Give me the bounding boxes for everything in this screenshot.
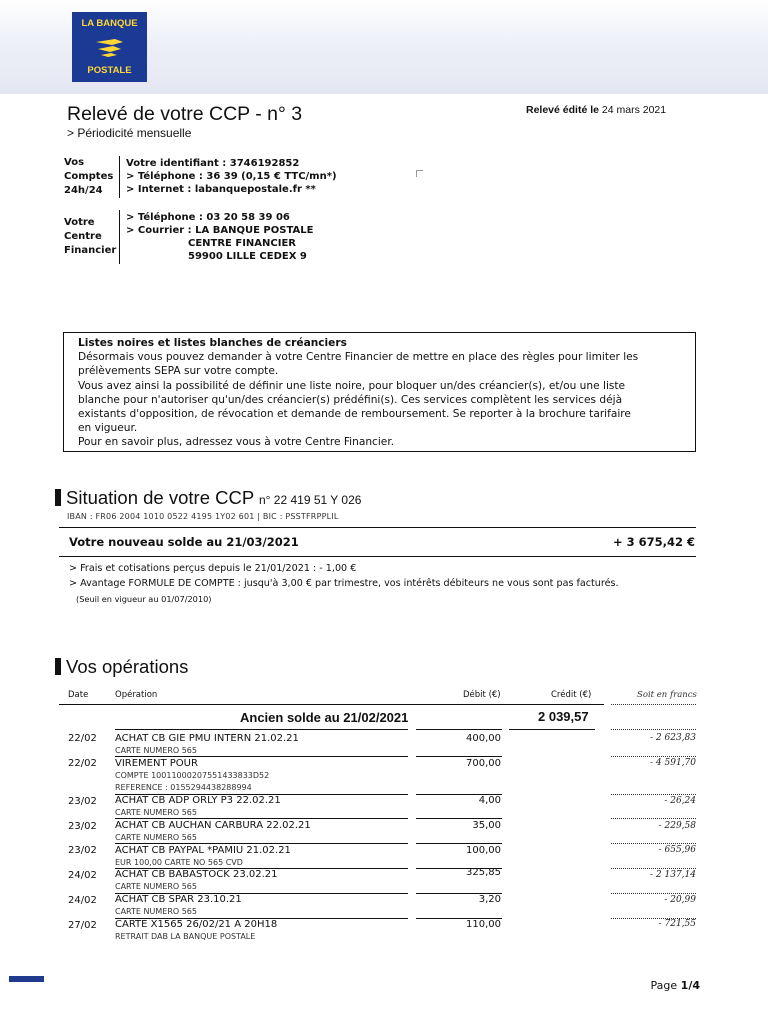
notice-line: Pour en savoir plus, adressez vous à votre Centre Financier. xyxy=(78,436,395,449)
rule xyxy=(115,729,408,730)
logo-line-1: LA BANQUE xyxy=(81,18,138,29)
op-debit: 110,00 xyxy=(466,919,501,930)
corner-mark xyxy=(416,170,423,177)
centre-label xyxy=(64,216,116,258)
op-detail: CARTE NUMERO 565 xyxy=(115,833,197,842)
op-detail: COMPTE 10011000207551433833D52 xyxy=(115,771,270,780)
divider xyxy=(119,156,120,198)
francs-rule xyxy=(611,818,696,819)
op-francs: - 655,96 xyxy=(658,845,696,855)
notice-box xyxy=(63,332,696,452)
op-detail: CARTE NUMERO 565 xyxy=(115,907,197,916)
francs-rule xyxy=(611,794,696,795)
website-link[interactable]: > Internet : labanquepostale.fr ** xyxy=(126,184,316,195)
op-date: 23/02 xyxy=(68,845,97,856)
op-detail: CARTE NUMERO 565 xyxy=(115,882,197,891)
op-detail: CARTE NUMERO 565 xyxy=(115,808,197,817)
operations-title: Vos opérations xyxy=(66,656,189,677)
rule xyxy=(59,556,696,557)
notice-line: Désormais vous pouvez demander à votre Centre Financier de mettre en place des règles pour limiter les xyxy=(78,351,639,364)
op-date: 24/02 xyxy=(68,895,97,906)
op-francs: - 2 137,14 xyxy=(650,870,696,880)
iban-line: IBAN : FR06 2004 1010 0522 4195 1Y02 601 | BIC : PSSTFRPPLIL xyxy=(67,512,339,521)
phone-line[interactable]: > Téléphone : 36 39 (0,15 € TTC/mn*) xyxy=(126,171,337,182)
rule xyxy=(416,729,502,730)
op-label: ACHAT CB AUCHAN CARBURA 22.02.21 xyxy=(115,820,311,831)
periodicity: > Périodicité mensuelle xyxy=(67,126,192,140)
previous-balance-value: 2 039,57 xyxy=(538,709,589,724)
header-rule xyxy=(59,704,604,705)
francs-rule xyxy=(611,868,696,869)
notice-line: blanche pour n'autoriser qu'un/des créancier(s) prédéfini(s). Ces services complètent les services déjà xyxy=(78,393,623,406)
op-francs: - 2 623,83 xyxy=(650,733,696,743)
divider xyxy=(119,210,120,264)
op-date: 24/02 xyxy=(68,870,97,881)
bank-logo xyxy=(72,12,147,82)
op-date: 22/02 xyxy=(68,733,97,744)
account-number: n° 22 419 51 Y 026 xyxy=(259,493,362,507)
row-rule xyxy=(416,756,502,757)
situation-title: Situation de votre CCP xyxy=(66,487,254,508)
francs-rule xyxy=(611,756,696,757)
comptes-label-line: Comptes xyxy=(64,171,114,182)
op-detail: CARTE NUMERO 565 xyxy=(115,746,197,755)
row-rule xyxy=(115,818,408,819)
op-date: 22/02 xyxy=(68,758,97,769)
row-rule xyxy=(115,756,408,757)
operations-heading xyxy=(55,656,188,678)
francs-rule xyxy=(611,729,696,730)
situation-heading xyxy=(55,487,361,509)
op-francs: - 4 591,70 xyxy=(650,758,696,768)
seuil-note: (Seuil en vigueur au 01/07/2010) xyxy=(76,594,212,604)
new-balance-label: Votre nouveau solde au 21/03/2021 xyxy=(69,535,299,549)
op-francs: - 26,24 xyxy=(664,796,696,806)
op-debit: 35,00 xyxy=(472,820,501,831)
section-bar xyxy=(55,489,61,506)
op-debit: 700,00 xyxy=(466,758,501,769)
op-detail: EUR 100,00 CARTE NO 565 CVD xyxy=(115,858,243,867)
col-francs: Soit en francs xyxy=(637,690,697,700)
rule xyxy=(59,527,696,528)
bird-icon xyxy=(93,34,127,60)
comptes-label xyxy=(64,156,113,198)
centre-address: 59900 LILLE CEDEX 9 xyxy=(188,251,307,262)
statement-title: Relevé de votre CCP - n° 3 xyxy=(67,103,303,125)
rule xyxy=(509,729,595,730)
op-debit: 325,85 xyxy=(466,867,501,878)
francs-rule xyxy=(611,704,696,705)
col-date: Date xyxy=(68,690,89,700)
op-label: ACHAT CB SPAR 23.10.21 xyxy=(115,894,242,905)
op-label: ACHAT CB GIE PMU INTERN 21.02.21 xyxy=(115,733,299,744)
notice-line: en vigueur. xyxy=(78,422,138,435)
notice-line: Vous avez ainsi la possibilité de définir une liste noire, pour bloquer un/des créancier(s), et/ou une liste xyxy=(78,379,626,392)
comptes-contact-lines xyxy=(126,157,337,196)
page-number xyxy=(651,979,700,992)
new-balance-value: + 3 675,42 € xyxy=(612,535,695,549)
op-date: 27/02 xyxy=(68,920,97,931)
footer-mark xyxy=(9,976,44,982)
col-credit: Crédit (€) xyxy=(551,690,592,700)
op-francs: - 20,99 xyxy=(664,895,696,905)
notice-line: prélèvements SEPA sur votre compte. xyxy=(78,365,279,378)
col-operation: Opération xyxy=(115,690,158,700)
fees-line: > Frais et cotisations perçus depuis le 21/01/2021 : - 1,00 € xyxy=(69,563,357,574)
op-debit: 400,00 xyxy=(466,733,501,744)
notice-line: existants d'opposition, de révocation et demande de remboursement. Se reporter à la brochure tarifaire xyxy=(78,408,631,421)
comptes-label-line: Vos xyxy=(64,157,85,168)
centre-phone[interactable]: > Téléphone : 03 20 58 39 06 xyxy=(126,212,290,223)
op-francs: - 229,58 xyxy=(658,821,696,831)
edition-value: 24 mars 2021 xyxy=(601,104,667,116)
op-label: ACHAT CB ADP ORLY P3 22.02.21 xyxy=(115,795,281,806)
edition-label: Relevé édité le xyxy=(526,104,599,116)
col-debit: Débit (€) xyxy=(463,690,501,700)
op-label: VIREMENT POUR xyxy=(115,758,198,769)
op-debit: 4,00 xyxy=(478,795,501,806)
op-label: CARTE X1565 26/02/21 A 20H18 xyxy=(115,919,278,930)
op-detail: RETRAIT DAB LA BANQUE POSTALE xyxy=(115,932,256,941)
op-label: ACHAT CB BABASTOCK 23.02.21 xyxy=(115,869,278,880)
francs-rule xyxy=(611,843,696,844)
edition-date xyxy=(526,104,666,116)
section-bar xyxy=(55,658,61,675)
op-label: ACHAT CB PAYPAL *PAMIU 21.02.21 xyxy=(115,845,291,856)
centre-label-line: Financier xyxy=(64,245,117,256)
row-rule xyxy=(416,818,502,819)
page-label: Page xyxy=(650,979,678,992)
identifiant: Votre identifiant : 3746192852 xyxy=(126,158,300,169)
op-francs: - 721,55 xyxy=(658,919,696,929)
centre-address: CENTRE FINANCIER xyxy=(188,238,296,249)
page-value: 1/4 xyxy=(680,979,700,992)
op-detail: REFERENCE : 0155294438288994 xyxy=(115,783,252,792)
comptes-label-line: 24h/24 xyxy=(64,185,103,196)
centre-mail: > Courrier : LA BANQUE POSTALE xyxy=(126,225,314,236)
previous-balance-label: Ancien solde au 21/02/2021 xyxy=(240,710,409,725)
op-date: 23/02 xyxy=(68,821,97,832)
row-rule xyxy=(115,843,408,844)
centre-label-line: Votre xyxy=(64,217,95,228)
row-rule xyxy=(416,843,502,844)
op-date: 23/02 xyxy=(68,796,97,807)
op-debit: 100,00 xyxy=(466,845,501,856)
centre-contact-lines xyxy=(126,211,313,263)
centre-label-line: Centre xyxy=(64,231,102,242)
notice-title: Listes noires et listes blanches de créanciers xyxy=(78,337,347,349)
francs-rule xyxy=(611,893,696,894)
logo-line-2: POSTALE xyxy=(87,65,132,76)
op-debit: 3,20 xyxy=(478,894,501,905)
advantage-line: > Avantage FORMULE DE COMPTE : jusqu'à 3,00 € par trimestre, vos intérêts débiteurs ne vous sont pas facturés. xyxy=(69,578,619,589)
